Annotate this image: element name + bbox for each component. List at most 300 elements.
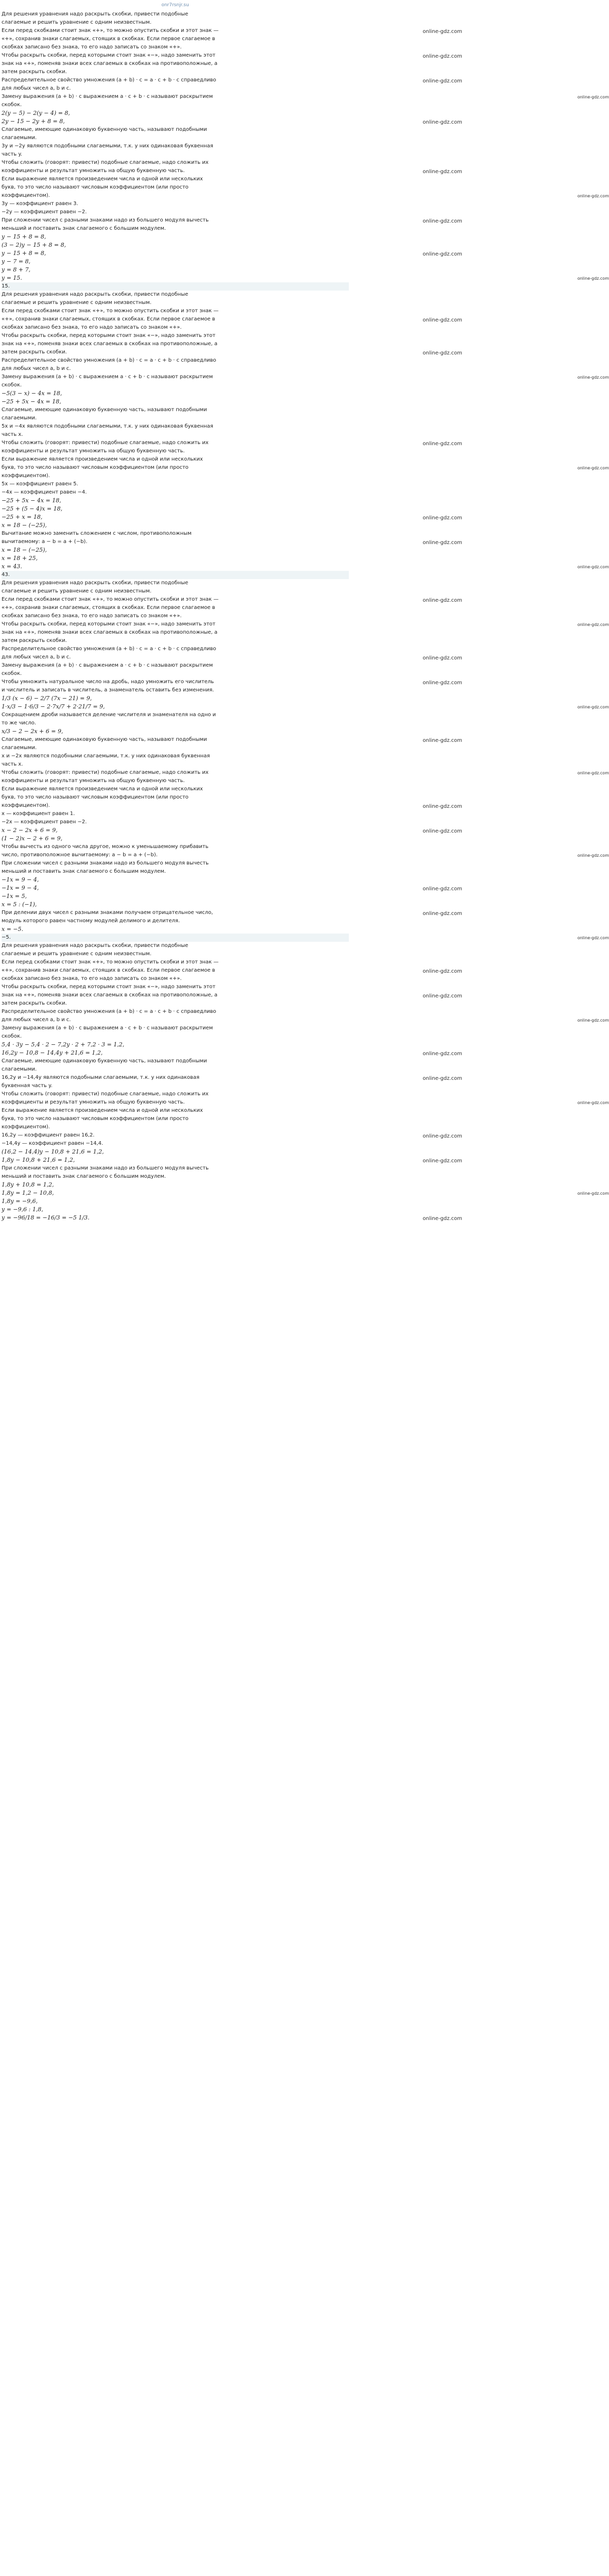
watermark-text: online-gdz.com: [422, 804, 462, 809]
equation-line: [2, 563, 609, 571]
line-text: x = 43.: [2, 563, 22, 570]
equation-line: [2, 521, 349, 530]
text-line: [2, 1123, 349, 1131]
line-text: слагаемые и решить уравнение с одним неизвестным.: [2, 588, 151, 594]
equation-line: [2, 1049, 462, 1057]
watermark-text: online-gdz.com: [422, 1216, 462, 1222]
line-text: для любых чисел a, b и c.: [2, 366, 71, 371]
text-line: [2, 134, 349, 142]
watermark-text: online-gdz.com: [577, 622, 609, 627]
line-text: Чтобы вычесть из одного числа другое, можно к уменьшаемому прибавить: [2, 844, 209, 850]
text-line: [2, 793, 349, 802]
line-text: Если выражение является произведением числа и одной или нескольких: [2, 176, 203, 182]
line-text: x − 2 − 2x + 6 = 9,: [2, 827, 58, 834]
watermark-text: online-gdz.com: [422, 1158, 462, 1164]
line-text: y − 15 + 8 = 8,: [2, 250, 46, 257]
watermark-text: online-gdz.com: [422, 317, 462, 323]
line-text: Распределительное свойство умножения (a + b) · c = a · c + b · c справедливо: [2, 358, 216, 363]
text-line: [2, 332, 349, 340]
text-line: [2, 530, 349, 538]
equation-line: [2, 389, 349, 398]
line-text: Чтобы раскрыть скобки, перед которыми стоит знак «−», надо заменить этот: [2, 621, 216, 627]
equation-line: [2, 266, 349, 274]
text-line: [2, 68, 349, 76]
line-text: 1,8y − 10,8 + 21,6 = 1,2,: [2, 1157, 75, 1163]
equation-line: [2, 1041, 349, 1049]
line-text: скобках записано без знака, то его надо записать со знаком «+».: [2, 613, 182, 619]
watermark-text: online-gdz.com: [422, 1051, 462, 1057]
equation-line: [2, 1206, 349, 1214]
text-line: [2, 777, 349, 785]
line-text: x/3 − 2 − 2x + 6 = 9,: [2, 728, 63, 735]
equation-line: [2, 233, 349, 241]
text-line: [2, 315, 462, 324]
line-text: и числитель и записать в числитель, а знаменатель оставить без изменения.: [2, 687, 214, 693]
text-line: [2, 859, 349, 868]
line-text: Для решения уравнения надо раскрыть скобки, привести подобные: [2, 580, 189, 586]
watermark-text: online-gdz.com: [577, 375, 609, 380]
text-line: [2, 785, 349, 793]
text-line: [2, 942, 349, 950]
text-line: [2, 909, 462, 917]
text-line: [2, 159, 349, 167]
line-text: для любых чисел a, b и c.: [2, 654, 71, 660]
text-line: [2, 769, 609, 777]
line-text: Для решения уравнения надо раскрыть скобки, привести подобные: [2, 292, 189, 297]
text-line: [2, 579, 349, 587]
text-line: [2, 843, 349, 851]
line-text: скобок.: [2, 102, 22, 108]
line-text: коэффициентом).: [2, 1124, 50, 1130]
text-line: [2, 1024, 349, 1032]
line-text: y = −9,6 : 1,8,: [2, 1206, 43, 1213]
text-line: [2, 1065, 349, 1074]
line-text: 5x — коэффициент равен 5.: [2, 481, 78, 487]
text-line: [2, 1107, 349, 1115]
watermark-text: online-gdz.com: [422, 218, 462, 224]
line-text: Слагаемые, имеющие одинаковую буквенную часть, называют подобными: [2, 1058, 207, 1064]
equation-line: [2, 1214, 462, 1222]
text-line: [2, 208, 349, 216]
line-text: Замену выражения (a + b) · c выражением a · c + b · c называют раскрытием: [2, 1025, 213, 1031]
watermark-text: online-gdz.com: [577, 936, 609, 940]
watermark-text: online-gdz.com: [577, 1018, 609, 1023]
text-line: [2, 348, 462, 357]
line-text: 3y и −2y являются подобными слагаемыми, т.к. у них одинаковая буквенная: [2, 143, 213, 149]
line-text: Если выражение является произведением числа и одной или нескольких: [2, 456, 203, 462]
line-text: x = 5 : (−1),: [2, 901, 37, 908]
watermark-text: online-gdz.com: [422, 738, 462, 743]
watermark-text: online-gdz.com: [422, 993, 462, 999]
line-text: Замену выражения (a + b) · c выражением a · c + b · c называют раскрытием: [2, 374, 213, 380]
line-text: «+», сохранив знаки слагаемых, стоящих в скобках. Если первое слагаемое в: [2, 605, 215, 611]
line-text: y = 8 + 7,: [2, 266, 31, 273]
line-text: Если выражение является произведением числа и одной или нескольких: [2, 1108, 203, 1113]
watermark-text: online-gdz.com: [577, 95, 609, 99]
line-text: скобок.: [2, 382, 22, 388]
line-text: модуль которого равен частному модулей делимого и делителя.: [2, 918, 180, 924]
text-line: [2, 612, 349, 620]
line-text: 5,4 · 3y − 5,4 · 2 − 7,2y · 2 + 7,2 · 3 = 1,2,: [2, 1041, 125, 1048]
watermark-text: online-gdz.com: [577, 565, 609, 569]
text-line: [2, 216, 462, 225]
line-text: знак на «+», поменяв знаки всех слагаемых в скобках на противоположные, а: [2, 341, 218, 347]
line-text: для любых чисел a, b и c.: [2, 1017, 71, 1023]
line-text: −2y — коэффициент равен −2.: [2, 209, 87, 215]
text-line: [2, 917, 349, 925]
line-text: Распределительное свойство умножения (a + b) · c = a · c + b · c справедливо: [2, 1009, 216, 1014]
watermark-text: online-gdz.com: [422, 911, 462, 917]
watermark-text: online-gdz.com: [422, 441, 462, 447]
text-line: [2, 406, 349, 414]
line-text: Если перед скобками стоит знак «+», то можно опустить скобки и этот знак —: [2, 597, 219, 602]
line-text: число, противоположное вычитаемому: a − b = a + (−b).: [2, 852, 158, 858]
text-line: [2, 60, 349, 68]
text-line: [2, 596, 462, 604]
line-text: 1,8y + 10,8 = 1,2,: [2, 1181, 54, 1188]
text-line: [2, 662, 349, 670]
line-text: y − 7 = 8,: [2, 258, 31, 265]
text-line: [2, 629, 349, 637]
line-text: коэффициентом).: [2, 193, 50, 198]
text-line: [2, 958, 349, 967]
text-line: [2, 35, 349, 43]
text-line: [2, 324, 349, 332]
text-line: [2, 357, 349, 365]
watermark-text: online-gdz.com: [577, 194, 609, 198]
equation-line: [2, 241, 349, 249]
line-text: слагаемые и решить уравнение с одним неизвестным.: [2, 20, 151, 25]
line-text: −2x — коэффициент равен −2.: [2, 819, 87, 825]
line-text: Сокращением дроби называется деление числителя и знаменателя на одно и: [2, 712, 216, 718]
line-text: При сложении чисел с разными знаками надо из большего модуля вычесть: [2, 217, 209, 223]
line-text: x — коэффициент равен 1.: [2, 811, 75, 817]
line-text: Если перед скобками стоит знак «+», то можно опустить скобки и этот знак —: [2, 28, 219, 33]
text-line: [2, 851, 609, 859]
watermark-text: online-gdz.com: [422, 54, 462, 59]
text-line: [2, 472, 349, 480]
line-text: Слагаемые, имеющие одинаковую буквенную часть, называют подобными: [2, 407, 207, 413]
text-line: [2, 291, 349, 299]
line-text: −14,4y — коэффициент равен −14,4.: [2, 1141, 104, 1146]
text-line: [2, 1164, 349, 1173]
line-text: Слагаемые, имеющие одинаковую буквенную часть, называют подобными: [2, 127, 207, 132]
line-text: Чтобы умножить натуральное число на дробь, надо умножить его числитель: [2, 679, 214, 685]
equation-line: [2, 826, 462, 835]
text-line: [2, 225, 349, 233]
line-text: часть x.: [2, 761, 23, 767]
text-line: [2, 43, 349, 52]
line-text: Для решения уравнения надо раскрыть скобки, привести подобные: [2, 11, 189, 17]
text-line: [2, 802, 462, 810]
text-line: [2, 101, 349, 109]
watermark-text: online-gdz.com: [422, 120, 462, 125]
text-line: [2, 686, 349, 694]
text-line: [2, 538, 462, 546]
line-text: Распределительное свойство умножения (a + b) · c = a · c + b · c справедливо: [2, 77, 216, 83]
equation-line: [2, 258, 349, 266]
text-line: [2, 752, 349, 760]
text-line: [2, 1082, 349, 1090]
line-text: слагаемыми.: [2, 135, 37, 141]
equation-line: [2, 1148, 349, 1156]
text-line: [2, 381, 349, 389]
text-line: [2, 183, 349, 192]
line-text: Для решения уравнения надо раскрыть скобки, привести подобные: [2, 943, 189, 948]
text-line: [2, 200, 349, 208]
text-line: [2, 447, 349, 455]
equation-line: [2, 249, 462, 258]
line-text: x = 18 + 25,: [2, 555, 38, 562]
line-text: −5(3 − x) − 4x = 18,: [2, 390, 62, 397]
text-line: [2, 167, 462, 175]
text-line: [2, 150, 349, 159]
line-text: букв, то это число называют числовым коэффициентом (или просто: [2, 1116, 189, 1122]
line-text: скобках записано без знака, то его надо записать со знаком «+».: [2, 325, 182, 330]
line-text: y = 15.: [2, 275, 22, 281]
watermark-text: online-gdz.com: [422, 598, 462, 603]
equation-line: [2, 546, 349, 554]
text-line: [2, 975, 349, 983]
line-text: букв, то это число называют числовым коэффициентом (или просто: [2, 184, 189, 190]
line-text: меньший и поставить знак слагаемого с большим модулем.: [2, 1174, 166, 1179]
solution-document: [0, 10, 609, 1222]
text-line: [2, 192, 609, 200]
text-line: [2, 620, 609, 629]
text-line: [2, 991, 462, 999]
line-text: (16,2 − 14,4)y − 10,8 + 21,6 = 1,2,: [2, 1148, 104, 1155]
watermark-text: online-gdz.com: [422, 1076, 462, 1081]
text-line: [2, 645, 349, 653]
page: [0, 0, 609, 1222]
line-text: −25 + 5x − 4x = 18,: [2, 398, 61, 405]
line-text: слагаемые и решить уравнение с одним неизвестным.: [2, 300, 151, 306]
line-text: −1x = 9 − 4,: [2, 885, 39, 891]
line-text: Чтобы сложить (говорят: привести) подобные слагаемые, надо сложить их: [2, 770, 209, 775]
line-text: x и −2x являются подобными слагаемыми, т.к. у них одинаковая буквенная: [2, 753, 210, 759]
equation-line: [2, 497, 349, 505]
line-text: 16,2y и −14,4y являются подобными слагаемыми, т.к. у них одинаковая: [2, 1075, 199, 1080]
line-text: скобок.: [2, 671, 22, 676]
line-text: Распределительное свойство умножения (a + b) · c = a · c + b · c справедливо: [2, 646, 216, 652]
text-line: [2, 736, 462, 744]
line-text: Слагаемые, имеющие одинаковую буквенную часть, называют подобными: [2, 737, 207, 742]
text-line: [2, 587, 349, 596]
line-text: «+», сохранив знаки слагаемых, стоящих в скобках. Если первое слагаемое в: [2, 968, 215, 973]
answer-line: [2, 282, 349, 291]
text-line: [2, 439, 462, 447]
equation-line: [2, 554, 349, 563]
line-text: вычитаемому: a − b = a + (−b).: [2, 539, 88, 545]
line-text: Замену выражения (a + b) · c выражением a · c + b · c называют раскрытием: [2, 94, 213, 99]
equation-line: [2, 109, 349, 117]
watermark-text: online-gdz.com: [577, 705, 609, 709]
text-line: [2, 93, 609, 101]
text-line: [2, 604, 349, 612]
text-line: [2, 670, 349, 678]
line-text: 5x и −4x являются подобными слагаемыми, т.к. у них одинаковая буквенная: [2, 423, 213, 429]
line-text: Чтобы раскрыть скобки, перед которыми стоит знак «−», надо заменить этот: [2, 984, 216, 990]
line-text: Чтобы раскрыть скобки, перед которыми стоит знак «−», надо заменить этот: [2, 333, 216, 338]
watermark-text: online-gdz.com: [577, 771, 609, 775]
line-text: часть y.: [2, 151, 23, 157]
text-line: [2, 84, 349, 93]
answer-line: [2, 934, 609, 942]
line-text: 43.: [2, 572, 10, 578]
line-text: слагаемыми.: [2, 745, 37, 751]
line-text: 1,8y = 1,2 − 10,8,: [2, 1190, 54, 1196]
line-text: затем раскрыть скобки.: [2, 69, 67, 75]
line-text: букв, то это число называют числовым коэффициентом (или просто: [2, 465, 189, 470]
text-line: [2, 464, 609, 472]
watermark-text: online-gdz.com: [422, 515, 462, 521]
text-line: [2, 1074, 462, 1082]
text-line: [2, 1173, 349, 1181]
site-header: [0, 0, 350, 10]
text-line: [2, 999, 349, 1008]
text-line: [2, 52, 462, 60]
line-text: слагаемые и решить уравнение с одним неизвестным.: [2, 951, 151, 957]
line-text: скобках записано без знака, то его надо записать со знаком «+».: [2, 44, 182, 50]
text-line: [2, 299, 349, 307]
watermark-text: online-gdz.com: [577, 466, 609, 470]
line-text: затем раскрыть скобки.: [2, 349, 67, 355]
text-line: [2, 126, 349, 134]
line-text: x = 18 − (−25),: [2, 547, 47, 553]
equation-line: [2, 703, 609, 711]
site-link[interactable]: onr7rsnjr.su: [161, 3, 189, 8]
watermark-text: online-gdz.com: [422, 680, 462, 686]
line-text: 16,2y − 10,8 − 14,4y + 21,6 = 1,2,: [2, 1049, 103, 1056]
line-text: (1 − 2)x − 2 + 6 = 9,: [2, 835, 63, 842]
equation-line: [2, 1181, 349, 1189]
text-line: [2, 1115, 349, 1123]
watermark-text: online-gdz.com: [422, 969, 462, 974]
text-line: [2, 637, 349, 645]
line-text: коэффициенты и результат умножить на общую буквенную часть.: [2, 1099, 185, 1105]
line-text: коэффициентом).: [2, 473, 50, 479]
line-text: 16,2y — коэффициент равен 16,2.: [2, 1132, 95, 1138]
line-text: для любых чисел a, b и c.: [2, 86, 71, 91]
line-text: 1·x/3 − 1·6/3 − 2·7x/7 + 2·21/7 = 9,: [2, 703, 105, 710]
text-line: [2, 760, 349, 769]
line-text: букв, то это число называют числовым коэффициентом (или просто: [2, 794, 189, 800]
watermark-text: online-gdz.com: [422, 29, 462, 35]
text-line: [2, 744, 349, 752]
text-line: [2, 1057, 349, 1065]
line-text: 2(y − 5) − 2(y − 4) = 8,: [2, 110, 70, 116]
text-line: [2, 19, 349, 27]
watermark-text: online-gdz.com: [577, 276, 609, 281]
text-line: [2, 983, 349, 991]
equation-line: [2, 513, 462, 521]
equation-line: [2, 884, 462, 892]
line-text: Чтобы сложить (говорят: привести) подобные слагаемые, надо сложить их: [2, 440, 209, 446]
text-line: [2, 719, 349, 727]
watermark-text: online-gdz.com: [422, 655, 462, 661]
line-text: коэффициенты и результат умножить на общую буквенную часть.: [2, 168, 185, 174]
watermark-text: online-gdz.com: [577, 853, 609, 858]
text-line: [2, 967, 462, 975]
watermark-text: online-gdz.com: [422, 169, 462, 175]
text-line: [2, 1032, 349, 1041]
text-line: [2, 810, 349, 818]
line-text: −25 + x = 18,: [2, 514, 43, 520]
text-line: [2, 10, 349, 19]
text-line: [2, 1098, 609, 1107]
text-line: [2, 414, 349, 422]
watermark-text: online-gdz.com: [422, 828, 462, 834]
line-text: Если выражение является произведением числа и одной или нескольких: [2, 786, 203, 792]
equation-line: [2, 892, 349, 901]
line-text: 1/3 (x − 6) − 2/7 (7x − 21) = 9,: [2, 695, 92, 702]
watermark-text: online-gdz.com: [577, 1100, 609, 1105]
text-line: [2, 653, 462, 662]
text-line: [2, 488, 349, 497]
equation-line: [2, 901, 349, 909]
line-text: −1x = 9 − 4,: [2, 876, 39, 883]
watermark-text: online-gdz.com: [422, 251, 462, 257]
line-text: Вычитание можно заменить сложением с числом, противоположным: [2, 531, 192, 536]
line-text: (3 − 2)y − 15 + 8 = 8,: [2, 242, 66, 248]
line-text: знак на «+», поменяв знаки всех слагаемых в скобках на противоположные, а: [2, 992, 218, 998]
text-line: [2, 711, 349, 719]
line-text: «+», сохранив знаки слагаемых, стоящих в скобках. Если первое слагаемое в: [2, 316, 215, 322]
line-text: −1x = 5,: [2, 893, 27, 900]
line-text: буквенная часть y.: [2, 1083, 53, 1089]
line-text: знак на «+», поменяв знаки всех слагаемых в скобках на противоположные, а: [2, 61, 218, 66]
line-text: коэффициенты и результат умножить на общую буквенную часть.: [2, 778, 185, 784]
equation-line: [2, 1197, 349, 1206]
equation-line: [2, 835, 349, 843]
text-line: [2, 340, 349, 348]
answer-line: [2, 571, 349, 579]
equation-line: [2, 925, 349, 934]
text-line: [2, 950, 349, 958]
watermark-text: online-gdz.com: [422, 540, 462, 546]
line-text: затем раскрыть скобки.: [2, 1001, 67, 1006]
text-line: [2, 678, 462, 686]
line-text: y − 15 + 8 = 8,: [2, 233, 46, 240]
line-text: меньший и поставить знак слагаемого с большим модулем.: [2, 226, 166, 231]
text-line: [2, 868, 349, 876]
line-text: При сложении чисел с разными знаками надо из большего модуля вычесть: [2, 1165, 209, 1171]
text-line: [2, 142, 349, 150]
line-text: коэффициенты и результат умножить на общую буквенную часть.: [2, 448, 185, 454]
watermark-text: online-gdz.com: [422, 350, 462, 356]
line-text: −25 + 5x − 4x = 18,: [2, 497, 61, 504]
line-text: слагаемыми.: [2, 415, 37, 421]
line-text: затем раскрыть скобки.: [2, 638, 67, 643]
line-text: скобках записано без знака, то его надо записать со знаком «+».: [2, 976, 182, 981]
text-line: [2, 455, 349, 464]
line-text: Чтобы раскрыть скобки, перед которыми стоит знак «−», надо заменить этот: [2, 53, 216, 58]
equation-line: [2, 1189, 609, 1197]
equation-line: [2, 117, 462, 126]
equation-line: [2, 505, 349, 513]
line-text: −4x — коэффициент равен −4.: [2, 489, 87, 495]
line-text: −25 + (5 − 4)x = 18,: [2, 505, 63, 512]
text-line: [2, 27, 462, 35]
equation-line: [2, 876, 349, 884]
watermark-text: online-gdz.com: [422, 886, 462, 892]
equation-line: [2, 398, 349, 406]
line-text: то же число.: [2, 720, 37, 726]
line-text: Чтобы сложить (говорят: привести) подобные слагаемые, надо сложить их: [2, 160, 209, 165]
text-line: [2, 307, 349, 315]
line-text: Если перед скобками стоит знак «+», то можно опустить скобки и этот знак —: [2, 308, 219, 314]
line-text: −5.: [2, 935, 11, 940]
